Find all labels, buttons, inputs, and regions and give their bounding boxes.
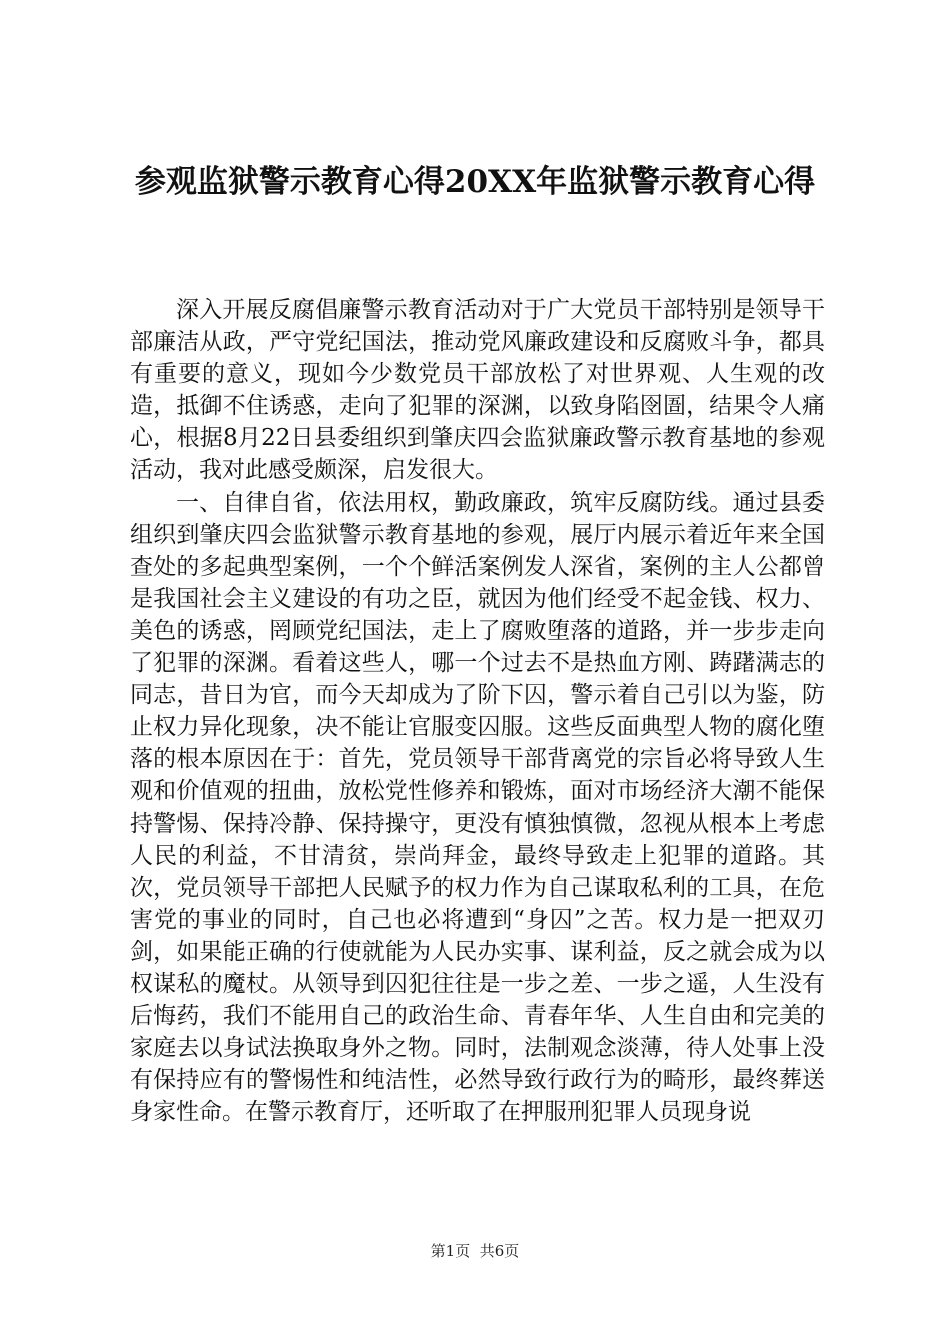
- paragraph-section-one: 一、自律自省，依法用权，勤政廉政，筑牢反腐防线。通过县委组织到肇庆四会监狱警示教育基地的参观，展厅内展示着近年来全国查处的多起典型案例，一个个鲜活案例发人深省，案例的主人公都曾是我国社会主义建设的有功之臣，就因为他们经受不起金钱、权力、美色的诱惑，罔顾党纪国法，走上了腐败堕落的道路，并一步步走向了犯罪的深渊。看着这些人，哪一个过去不是热血方刚、踌躇满志的同志，昔日为官，而今天却成为了阶下囚，警示着自己引以为鉴，防止权力异化现象，决不能让官服变囚服。这些反面典型人物的腐化堕落的根本原因在于：首先，党员领导干部背离党的宗旨必将导致人生观和价值观的扭曲，放松党性修养和锻炼，面对市场经济大潮不能保持警惕、保持冷静、保持操守，更没有慎独慎微，忽视从根本上考虑人民的利益，不甘清贫，崇尚拜金，最终导致走上犯罪的道路。其次，党员领导干部把人民赋予的权力作为自己谋取私利的工具，在危害党的事业的同时，自己也必将遭到“身囚”之苦。权力是一把双刃剑，如果能正确的行使就能为人民办实事、谋利益，反之就会成为以权谋私的魔杖。从领导到囚犯往往是一步之差、一步之遥，人生没有后悔药，我们不能用自己的政治生命、青春年华、人生自由和完美的家庭去以身试法换取身外之物。同时，法制观念淡薄，待人处事上没有保持应有的警惕性和纯洁性，必然导致行政行为的畸形，最终葬送身家性命。在警示教育厅，还听取了在押服刑犯罪人员现身说: [130, 489, 825, 1126]
- page-number: 第1页: [430, 1242, 471, 1260]
- page-footer: [0, 1240, 950, 1261]
- page-total: 共6页: [479, 1242, 520, 1260]
- document-title: 参观监狱警示教育心得20XX年监狱警示教育心得: [134, 164, 816, 200]
- document-body: [130, 294, 825, 1128]
- paragraph-intro: 深入开展反腐倡廉警示教育活动对于广大党员干部特别是领导干部廉洁从政，严守党纪国法，推动党风廉政建设和反腐败斗争，都具有重要的意义，现如今少数党员干部放松了对世界观、人生观的改造，抵御不住诱惑，走向了犯罪的深渊，以致身陷囹圄，结果令人痛心，根据8月22日县委组织到肇庆四会监狱廉政警示教育基地的参观活动，我对此感受颇深，启发很大。: [130, 297, 825, 484]
